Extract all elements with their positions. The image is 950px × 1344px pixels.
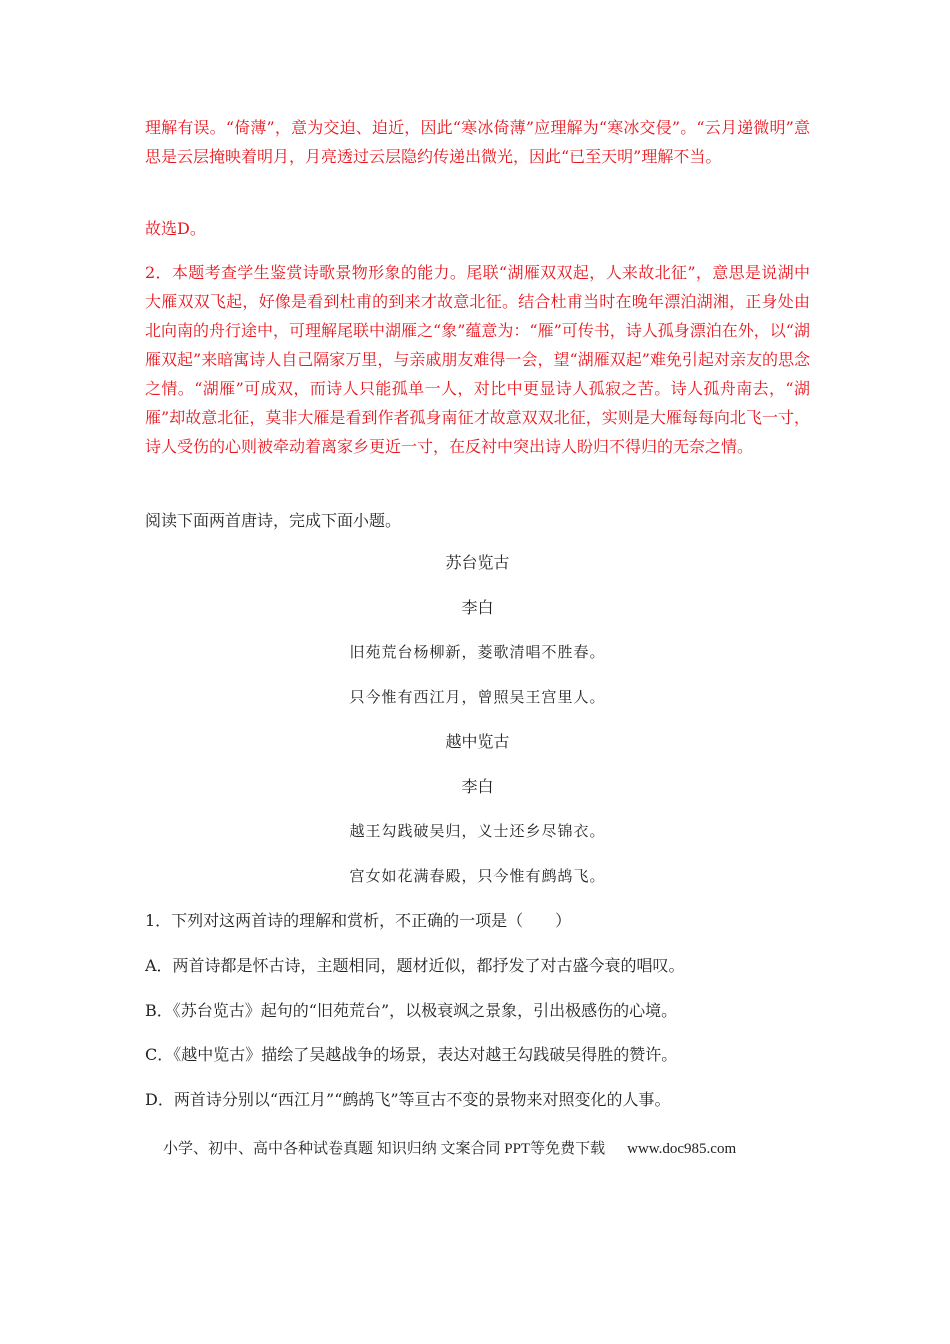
option-a: A．两首诗都是怀古诗，主题相同，题材近似，都抒发了对古盛今衰的唱叹。 (145, 956, 685, 975)
option-b: B．《苏台览古》起句的“旧苑荒台”，以极衰飒之景象，引出极感伤的心境。 (145, 1001, 678, 1020)
reading-instruction: 阅读下面两首唐诗，完成下面小题。 (145, 511, 402, 530)
answer-paragraph-2: 2．本题考查学生鉴赏诗歌景物形象的能力。尾联“湖雁双双起，人来故北征”，意思是说湖中大雁双双飞起，好像是看到杜甫的到来才故意北征。结合杜甫当时在晚年漂泊湖湘，正身处由北向南的舟行途中，可理解尾联中湖雁之“象”蕴意为：“雁”可传书，诗人孤身漂泊在外，以“湖雁双起”来暗寓诗人自己隔家万里，与亲戚朋友难得一会，望“湖雁双起”难免引起对亲友的思念之情。“湖雁”可成双，而诗人只能孤单一人，对比中更显诗人孤寂之苦。诗人孤舟南去，“湖雁”却故意北征，莫非大雁是看到作者孤身南征才故意双双北征，实则是大雁每每向北飞一寸，诗人受伤的心则被牵动着离家乡更近一寸，在反衬中突出诗人盼归不得归的无奈之情。 (145, 263, 810, 456)
poem-2-line-1: 越王勾践破吴归，义士还乡尽锦衣。 (349, 822, 606, 840)
option-d: D．两首诗分别以“西江月”“鹧鸪飞”等亘古不变的景物来对照变化的人事。 (145, 1090, 671, 1109)
poem-1-author: 李白 (461, 598, 494, 617)
question-stem: 1．下列对这两首诗的理解和赏析，不正确的一项是（ ） (145, 911, 572, 930)
answer-paragraph-1: 理解有误。“倚薄”，意为交迫、迫近，因此“寒冰倚薄”应理解为“寒冰交侵”。“云月递微明”意思是云层掩映着明月，月亮透过云层隐约传递出微光，因此“已至天明”理解不当。 (145, 118, 810, 166)
footer-site-link[interactable]: www.doc985.com (627, 1141, 737, 1157)
page-footer (145, 1138, 810, 1160)
poem-1-line-2: 只今惟有西江月，曾照吴王宫里人。 (349, 688, 606, 706)
poem-2-title: 越中览古 (445, 732, 510, 751)
footer-text: 小学、初中、高中各种试卷真题 知识归纳 文案合同 PPT等免费下载 (163, 1141, 606, 1157)
answer-choice: 故选D。 (145, 219, 206, 238)
poem-2-author: 李白 (461, 777, 494, 796)
poem-1-line-1: 旧苑荒台杨柳新，菱歌清唱不胜春。 (349, 643, 606, 661)
option-c: C．《越中览古》描绘了吴越战争的场景，表达对越王勾践破吴得胜的赞许。 (145, 1045, 678, 1064)
poem-2-line-2: 宫女如花满春殿，只今惟有鹧鸪飞。 (349, 867, 606, 885)
poem-1-title: 苏台览古 (445, 553, 510, 572)
